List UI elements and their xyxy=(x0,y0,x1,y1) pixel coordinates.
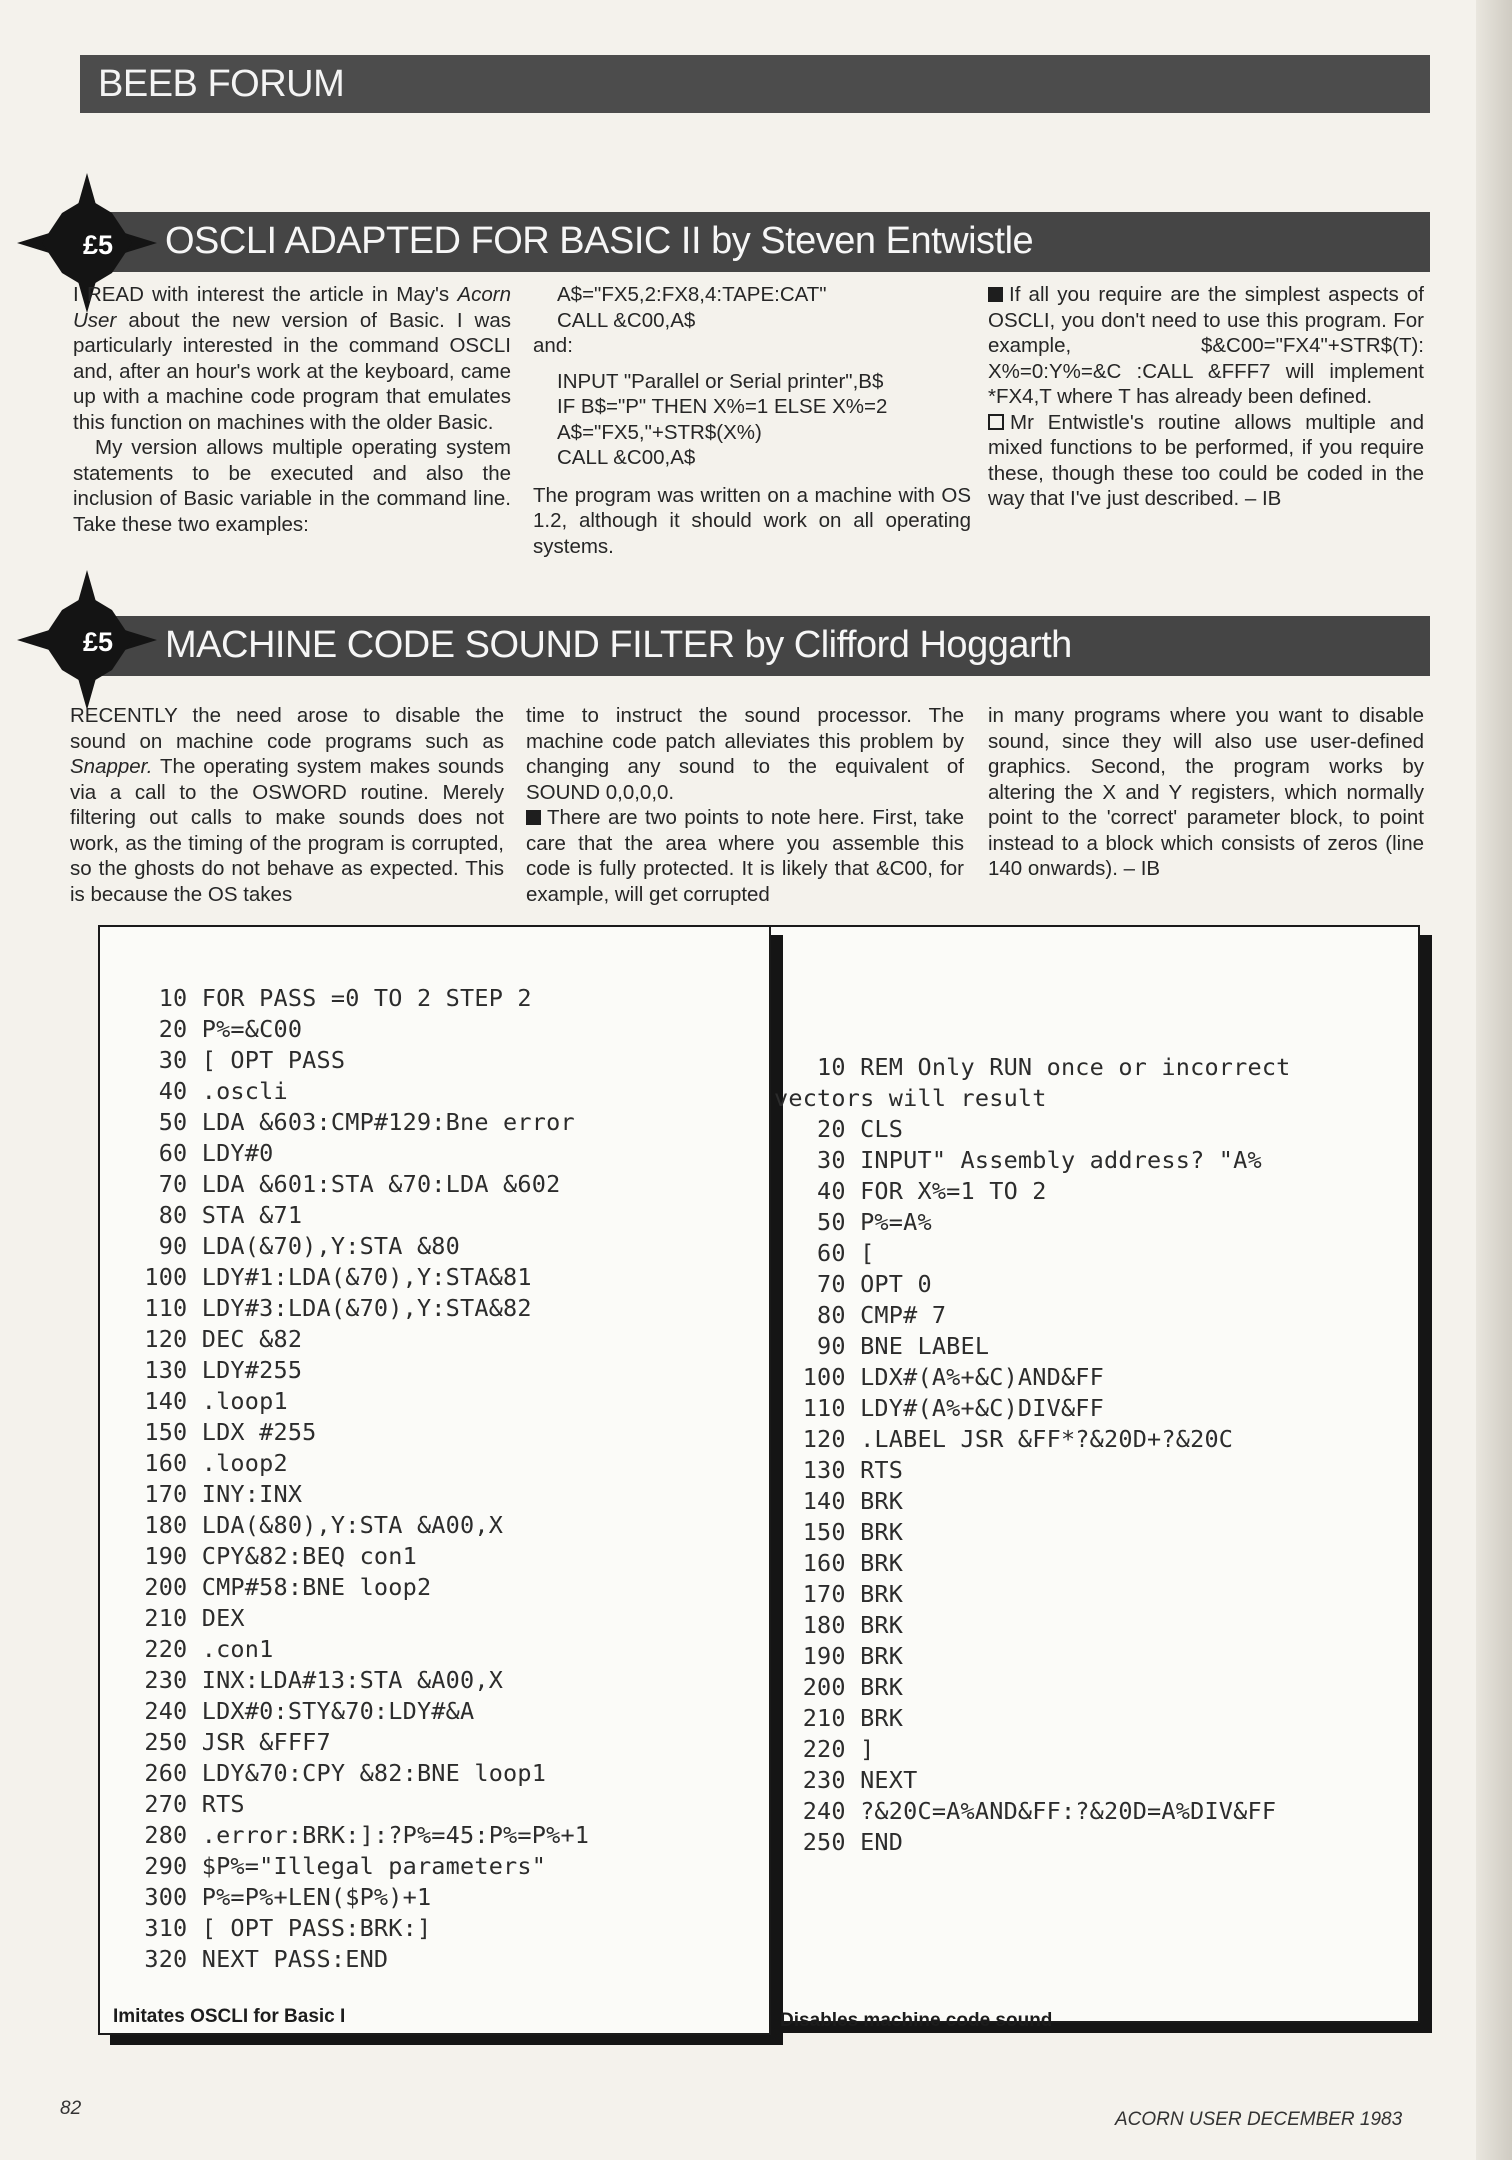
article1-title: OSCLI ADAPTED FOR BASIC II by Steven Entwistle xyxy=(165,220,1034,262)
article1-prize: £5 xyxy=(82,229,114,260)
game-name: Snapper. xyxy=(70,755,153,778)
code-line: 230 INX:LDA#13:STA &A00,X xyxy=(130,1666,504,1694)
page-number: 82 xyxy=(60,2098,82,2119)
code-line: 170 INY:INX xyxy=(130,1480,303,1508)
code-line: 210 BRK xyxy=(774,1704,904,1732)
code-line: 70 LDA &601:STA &70:LDA &602 xyxy=(130,1170,561,1198)
code-line: 170 BRK xyxy=(774,1580,904,1608)
code-line: 50 LDA &603:CMP#129:Bne error xyxy=(130,1108,575,1136)
magazine-name: Acorn User xyxy=(73,283,511,332)
article1-paragraph: I READ with interest the article in May's Acorn User about the new version of Basic. I was particularly interested in the command OSCLI and, after an hour's work at the keyboard, came up with a machine code program that emulates this function on machines with the older Basic. xyxy=(73,283,511,434)
code-line: 60 LDY#0 xyxy=(130,1139,274,1167)
code-line: 120 DEC &82 xyxy=(130,1325,303,1353)
article1-title-bar xyxy=(80,212,1430,272)
article2-title-bar xyxy=(80,616,1430,676)
section-header-bar xyxy=(80,55,1430,113)
code-line: 200 BRK xyxy=(774,1673,904,1701)
filled-square-icon xyxy=(526,810,541,825)
code-line: 280 .error:BRK:]:?P%=45:P%=P%+1 xyxy=(130,1821,590,1849)
code-line: 190 CPY&82:BEQ con1 xyxy=(130,1542,417,1570)
article1-column-1 xyxy=(73,282,511,537)
article1-paragraph: The program was written on a machine with OS 1.2, although it should work on all operating systems. xyxy=(533,483,971,558)
article2-title: MACHINE CODE SOUND FILTER by Clifford Hoggarth xyxy=(165,624,1072,666)
code-line: 20 CLS xyxy=(774,1115,904,1143)
code-line: 150 LDX #255 xyxy=(130,1418,317,1446)
code-line: 300 P%=P%+LEN($P%)+1 xyxy=(130,1883,432,1911)
code-line: 320 NEXT PASS:END xyxy=(130,1945,389,1973)
code-line: 100 LDY#1:LDA(&70),Y:STA&81 xyxy=(130,1263,532,1291)
listing2-caption: Disables machine code sound xyxy=(780,2010,1053,2031)
code-line: 250 END xyxy=(774,1828,904,1856)
code-line: 180 LDA(&80),Y:STA &A00,X xyxy=(130,1511,504,1539)
code-line: 80 CMP# 7 xyxy=(774,1301,947,1329)
section-header: BEEB FORUM xyxy=(98,63,345,105)
article2-paragraph: RECENTLY the need arose to disable the sound on machine code programs such as Snapper. The operating system makes sounds via a call to the OSWORD routine. Merely filtering out calls to make sounds does not work, as the timing of the program is corrupted, so the ghosts do not behave as expected. This is because the OS takes xyxy=(70,704,504,906)
code-line: 160 BRK xyxy=(774,1549,904,1577)
code-line: 30 INPUT" Assembly address? "A% xyxy=(774,1146,1262,1174)
code-line: 150 BRK xyxy=(774,1518,904,1546)
code-line: 10 FOR PASS =0 TO 2 STEP 2 xyxy=(130,984,532,1012)
code-line: 70 OPT 0 xyxy=(774,1270,932,1298)
code-line: 240 ?&20C=A%AND&FF:?&20D=A%DIV&FF xyxy=(774,1797,1277,1825)
example-line: A$="FX5,2:FX8,4:TAPE:CAT" xyxy=(557,283,827,306)
code-line: 60 [ xyxy=(774,1239,875,1267)
article2-paragraph: time to instruct the sound processor. The machine code patch alleviates this problem by changing any sound to the equivalent of SOUND 0,0,0,0. xyxy=(526,704,964,804)
code-line: 160 .loop2 xyxy=(130,1449,288,1477)
code-line: 50 P%=A% xyxy=(774,1208,932,1236)
code-line: 250 JSR &FFF7 xyxy=(130,1728,331,1756)
article2-paragraph: There are two points to note here. First, take care that the area where you assemble this code is fully protected. It is likely that &C00, for example, will get corrupted xyxy=(526,806,964,906)
article1-paragraph: My version allows multiple operating system statements to be executed and also the inclusion of Basic variable in the command line. Take these two examples: xyxy=(73,436,511,536)
example-line: CALL &C00,A$ xyxy=(557,446,696,469)
article2-paragraph: in many programs where you want to disable sound, since they will also use user-defined graphics. Second, the program works by altering the X and Y registers, which normally point to the 'correct' parameter block, to point instead to a block which consists of zeros (line 140 onwards). – IB xyxy=(988,704,1424,880)
article2-prize: £5 xyxy=(82,626,114,657)
code-line: 110 LDY#(A%+&C)DIV&FF xyxy=(774,1394,1105,1422)
prize-star-icon xyxy=(12,565,162,715)
code-line: 240 LDX#0:STY&70:LDY#&A xyxy=(130,1697,475,1725)
page-edge xyxy=(1476,0,1512,2160)
listing1-caption: Imitates OSCLI for Basic I xyxy=(113,2006,346,2027)
editor-note: If all you require are the simplest aspects of OSCLI, you don't need to use this program. For example, $&C00="FX4"+STR$(T): X%=0:Y%=&C :CALL &FFF7 will implement *FX4,T where T has already been defined. xyxy=(988,283,1424,408)
listing2-code xyxy=(774,1052,1291,1858)
code-line: 220 ] xyxy=(774,1735,875,1763)
code-line: 310 [ OPT PASS:BRK:] xyxy=(130,1914,432,1942)
example-line: CALL &C00,A$ xyxy=(557,308,696,332)
code-line: 20 P%=&C00 xyxy=(130,1015,303,1043)
code-line: 90 LDA(&70),Y:STA &80 xyxy=(130,1232,461,1260)
code-line: 40 .oscli xyxy=(130,1077,288,1105)
code-line: 30 [ OPT PASS xyxy=(130,1046,346,1074)
example-line: IF B$="P" THEN X%=1 ELSE X%=2 xyxy=(557,395,888,418)
code-line: 10 REM Only RUN once or incorrect xyxy=(774,1053,1291,1081)
editor-note: Mr Entwistle's routine allows multiple and mixed functions to be performed, if you require these, though these too could be coded in the way that I've just described. – IB xyxy=(988,410,1424,510)
code-line: 130 RTS xyxy=(774,1456,904,1484)
article2-column-1 xyxy=(70,703,504,907)
code-line: 130 LDY#255 xyxy=(130,1356,303,1384)
code-line: vectors will result xyxy=(774,1084,1047,1112)
article2-column-2 xyxy=(526,703,964,907)
example-line: INPUT "Parallel or Serial printer",B$ xyxy=(557,369,884,393)
code-line: 220 .con1 xyxy=(130,1635,274,1663)
code-line: 140 BRK xyxy=(774,1487,904,1515)
code-line: 200 CMP#58:BNE loop2 xyxy=(130,1573,432,1601)
open-square-icon xyxy=(988,414,1004,430)
code-line: 260 LDY&70:CPY &82:BNE loop1 xyxy=(130,1759,547,1787)
code-line: 40 FOR X%=1 TO 2 xyxy=(774,1177,1047,1205)
code-line: 80 STA &71 xyxy=(130,1201,303,1229)
code-line: 190 BRK xyxy=(774,1642,904,1670)
magazine-issue: ACORN USER DECEMBER 1983 xyxy=(1115,2109,1403,2130)
listing1-code xyxy=(130,983,589,1975)
code-line: 290 $P%="Illegal parameters" xyxy=(130,1852,547,1880)
code-line: 270 RTS xyxy=(130,1790,245,1818)
example-connector: and: xyxy=(533,334,573,357)
code-line: 90 BNE LABEL xyxy=(774,1332,990,1360)
code-line: 230 NEXT xyxy=(774,1766,918,1794)
code-line: 100 LDX#(A%+&C)AND&FF xyxy=(774,1363,1105,1391)
code-line: 110 LDY#3:LDA(&70),Y:STA&82 xyxy=(130,1294,532,1322)
filled-square-icon xyxy=(988,287,1003,302)
example-line: A$="FX5,"+STR$(X%) xyxy=(557,420,762,444)
code-line: 180 BRK xyxy=(774,1611,904,1639)
article2-column-3 xyxy=(988,703,1424,882)
article1-column-2 xyxy=(533,282,971,559)
code-line: 120 .LABEL JSR &FF*?&20D+?&20C xyxy=(774,1425,1234,1453)
article1-column-3 xyxy=(988,282,1424,512)
code-line: 140 .loop1 xyxy=(130,1387,288,1415)
code-line: 210 DEX xyxy=(130,1604,245,1632)
